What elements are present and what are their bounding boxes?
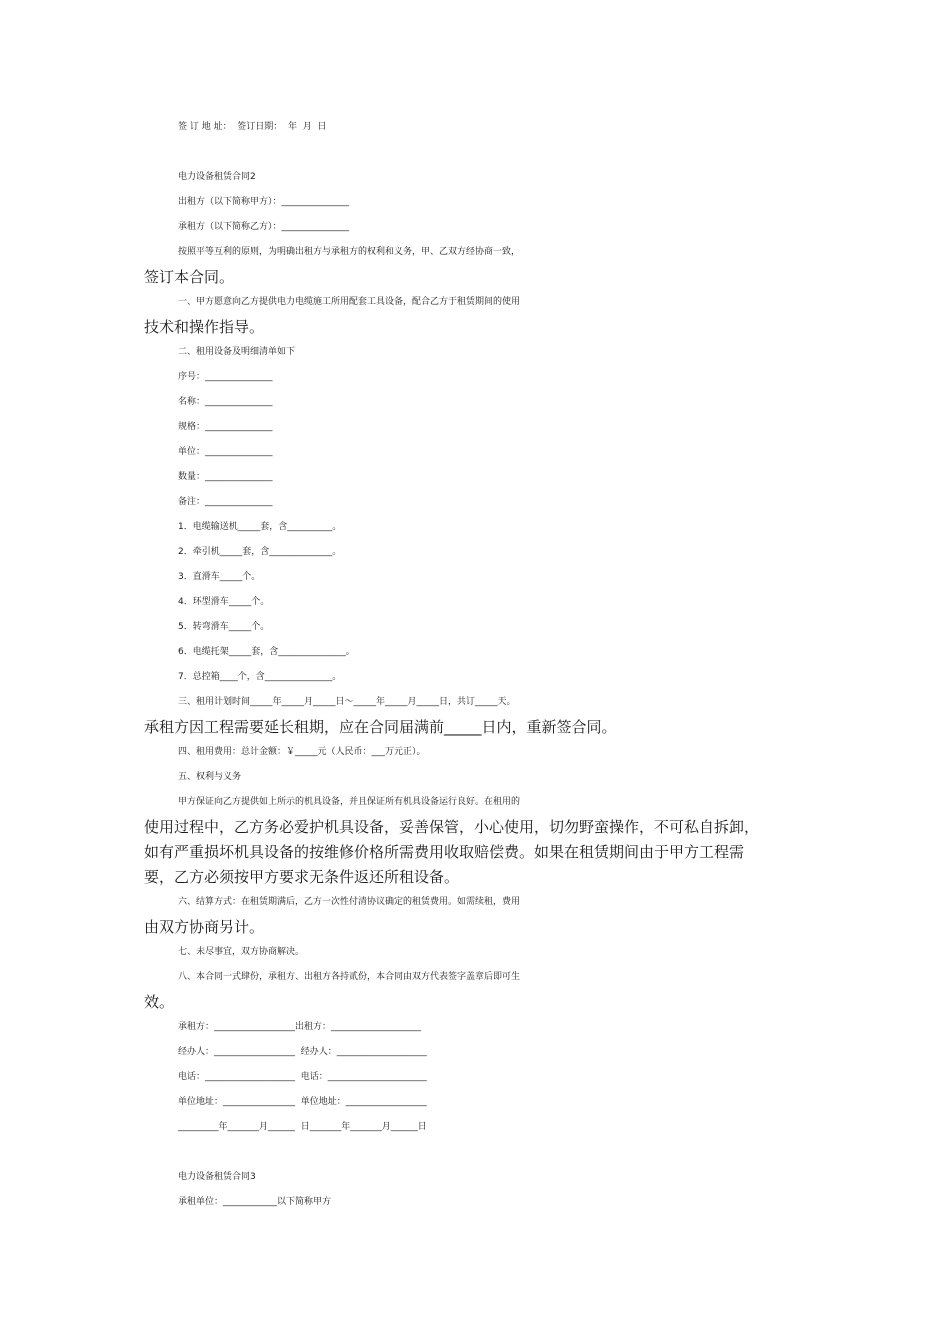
equipment-item-3: 3．直滑车_____个。: [178, 572, 261, 582]
clause-5-line-1: 甲方保证向乙方提供如上所示的机具设备，并且保证所有机具设备运行良好。在租用的: [178, 797, 521, 807]
clause-6-line-1: 六、结算方式：在租赁期满后，乙方一次性付清协议确定的租赁费用。如需续租，费用: [178, 897, 521, 907]
signature-handlers: 经办人：__________________ 经办人：____________________: [178, 1047, 427, 1057]
clause-1-line-1: 一、甲方愿意向乙方提供电力电缆施工所用配套工具设备，配合乙方于租赁期间的使用: [178, 297, 521, 307]
clause-5-line-2: 使用过程中，乙方务必爱护机具设备，妥善保管，小心使用，切勿野蛮操作，不可私自拆卸，: [144, 818, 760, 836]
clause-6-line-2: 由双方协商另计。: [144, 918, 265, 936]
equipment-item-1: 1．电缆输送机_____套，含__________。: [178, 522, 342, 532]
clause-1-line-2: 技术和操作指导。: [144, 318, 265, 336]
equipment-item-7: 7．总控箱____个，含_______________。: [178, 672, 342, 682]
clause-3-line-2: 承租方因工程需要延长租期，应在合同届满前_____日内，重新签合同。: [144, 718, 617, 736]
clause-4: 四、租用费用：总计金额：￥_____元（人民币：___万元正）。: [178, 747, 426, 757]
contract-2-title: 电力设备租赁合同2: [178, 172, 256, 182]
field-quantity: 数量：_______________: [178, 472, 273, 482]
clause-7: 七、未尽事宜，双方协商解决。: [178, 947, 305, 957]
field-spec: 规格：_______________: [178, 422, 273, 432]
lessee-line: 承租方（以下简称乙方）：_______________: [178, 222, 350, 232]
field-unit: 单位：_______________: [178, 447, 273, 457]
field-serial: 序号：_______________: [178, 372, 273, 382]
signing-address-date-line: 签 订 地 址： 签订日期： 年 月 日: [178, 122, 327, 132]
field-remarks: 备注：_______________: [178, 497, 273, 507]
clause-5-line-3: 如有严重损坏机具设备的按维修价格所需费用收取赔偿费。如果在租赁期间由于甲方工程需: [144, 843, 745, 861]
signature-phones: 电话：____________________ 电话：______________________: [178, 1072, 427, 1082]
signature-addresses: 单位地址：________________ 单位地址：__________________: [178, 1097, 427, 1107]
lessor-line: 出租方（以下简称甲方）：_______________: [178, 197, 350, 207]
contract-3-title: 电力设备租赁合同3: [178, 1172, 256, 1182]
field-name: 名称：_______________: [178, 397, 273, 407]
contract-3-lessee-unit: 承租单位：____________以下简称甲方: [178, 1197, 332, 1207]
clause-2-heading: 二、租用设备及明细清单如下: [178, 347, 296, 357]
equipment-item-5: 5．转弯滑车_____个。: [178, 622, 270, 632]
clause-8-line-2: 效。: [144, 993, 175, 1011]
signature-parties: 承租方：__________________出租方：____________________: [178, 1022, 422, 1032]
preamble-line-1: 按照平等互利的原则，为明确出租方与承租方的权利和义务，甲、乙双方经协商一致，: [178, 247, 521, 257]
clause-5-heading: 五、权利与义务: [178, 772, 242, 782]
signature-dates: _________年_______月______ 日_______年_______月______日: [178, 1122, 427, 1132]
equipment-item-2: 2．牵引机_____套，含______________。: [178, 547, 342, 557]
clause-3-line-1: 三、租用计划时间_____年_____月_____日～_____年_____月_____日，共订_____天。: [178, 697, 516, 707]
equipment-item-4: 4．环型滑车_____个。: [178, 597, 270, 607]
clause-8-line-1: 八、本合同一式肆份，承租方、出租方各持贰份，本合同由双方代表签字盖章后即可生: [178, 972, 521, 982]
clause-5-line-4: 要，乙方必须按甲方要求无条件返还所租设备。: [144, 868, 460, 886]
preamble-line-2: 签订本合同。: [144, 268, 235, 286]
equipment-item-6: 6．电缆托架_____套，含_______________。: [178, 647, 355, 657]
